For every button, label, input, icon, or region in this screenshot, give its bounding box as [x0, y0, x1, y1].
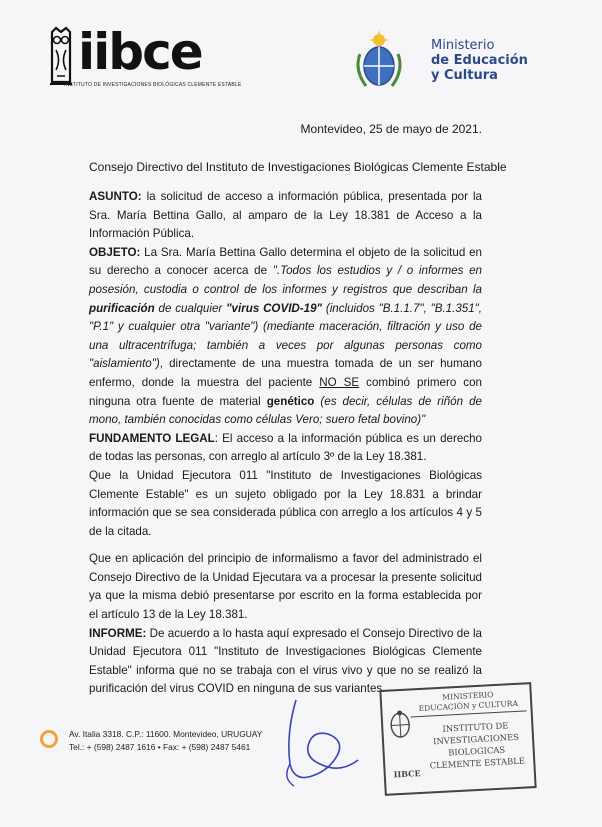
stamp-seal-icon — [386, 708, 414, 739]
ministry-line1: Ministerio — [431, 38, 495, 53]
received-stamp — [379, 682, 536, 796]
ministry-line3: y Cultura — [431, 68, 498, 83]
stamp-inst-line1: INSTITUTO DE — [442, 720, 509, 734]
objeto-label: OBJETO: — [89, 245, 141, 259]
owl-logo-icon — [48, 26, 74, 88]
letter-body — [89, 188, 482, 699]
iibce-logo: iibce — [78, 23, 202, 81]
stamp-header — [410, 688, 527, 717]
stamp-header-line2: EDUCACIÓN y CULTURA — [418, 698, 519, 714]
footer-address-block — [69, 728, 262, 753]
stamp-inst-line2: INVESTIGACIONES — [432, 731, 520, 747]
objeto-quote-1: ".Todos los estudios y / o informes en posesión, custodia o control de los informes y registros que describan la — [89, 264, 482, 296]
footer-phones: Tel.: + (598) 2487 1616 • Fax: + (598) 2487 5461 — [69, 741, 251, 752]
informe-text: De acuerdo a lo hasta aquí expresado el Consejo Directivo de la Unidad Ejecutora 011 "Instituto de Investigaciones Biológicas Clemente Estable" informa que no se trabaja con el virus vivo y que no se realizó la purificación del virus COVID en ninguna de sus variantes. — [89, 626, 482, 696]
objeto-no-se: NO SE — [319, 375, 360, 389]
asunto-paragraph — [89, 188, 482, 244]
objeto-quote-6: (es decir, células de riñón de mono, también conocidas como células Vero; suero fetal bovino)" — [89, 394, 482, 427]
objeto-intro: La Sra. María Bettina Gallo determina el objeto de la solicitud en su derecho a conocer acerca de — [89, 245, 482, 278]
letter-date: Montevideo, 25 de mayo de 2021. — [300, 122, 482, 136]
handwritten-signature — [268, 694, 378, 794]
letter-recipient: Consejo Directivo del Instituto de Investigaciones Biológicas Clemente Estable — [89, 160, 507, 174]
footer-circle-icon — [40, 730, 58, 748]
stamp-header-line1: MINISTERIO — [441, 690, 494, 702]
logo-subtitle: INSTITUTO DE INVESTIGACIONES BIOLÓGICAS CLEMENTE ESTABLE — [64, 82, 242, 88]
stamp-inst-line3: BIOLOGICAS — [447, 744, 506, 758]
footer-address: Av. Italia 3318. C.P.: 11600. Montevideo, URUGUAY — [69, 729, 263, 739]
fundamento-text: : El acceso a la información pública es un derecho de todas las personas, con arreglo al artículo 3º de la Ley 18.381. — [89, 431, 482, 464]
asunto-text: la solicitud de acceso a información pública, presentada por la Sra. María Bettina Gallo, al amparo de la Ley 18.381 de Acceso a la Información Pública. — [89, 190, 482, 241]
objeto-quote-4: , directamente de una muestra tomada de un ser humano enfermo, donde la muestra del paciente — [89, 357, 482, 389]
objeto-purificacion: purificación — [89, 301, 155, 315]
uruguay-coat-of-arms-icon — [352, 30, 406, 92]
fundamento-paragraph — [89, 430, 482, 467]
stamp-inst-line4: CLEMENTE ESTABLE — [429, 755, 526, 771]
asunto-label: ASUNTO: — [89, 190, 142, 203]
fundamento-label: FUNDAMENTO LEGAL — [89, 431, 215, 445]
objeto-paragraph — [89, 244, 482, 430]
objeto-quote-2: de cualquier — [154, 301, 227, 315]
ministry-logo — [431, 38, 528, 83]
objeto-quote-5: combinó primero con ninguna otra fuente de material — [89, 375, 483, 408]
objeto-genetico: genético — [266, 394, 315, 408]
unidad-paragraph: Que la Unidad Ejecutora 011 "Instituto de Investigaciones Biológicas Clemente Estable" es un sujeto obligado por la Ley 18.831 a brindar información que se sea considerada pública con arreglo a los artículos 4 y 5 de la citada. — [89, 468, 482, 538]
principio-paragraph: Que en aplicación del principio de informalismo a favor del administrado el Consejo Directivo de la Unidad Ejecutara va a procesar la presente solicitud ya que la misma debió presentarse por escrito en la forma establecida por el artículo 13 de la Ley 18.381. — [89, 552, 482, 622]
objeto-quote-3: (incluidos "B.1.1.7", "B.1.351", "P.1" y cualquier otra "variante") (mediante maceración, filtración y uso de una ultracentrífuga; también a veces por algunas personas como "aislamiento") — [89, 301, 483, 371]
stamp-logo: IIBCE — [393, 768, 421, 780]
informe-label: INFORME: — [89, 626, 147, 640]
ministry-line2: de Educación — [431, 53, 528, 68]
stamp-institute — [425, 718, 527, 771]
objeto-virus: "virus COVID-19" — [226, 301, 323, 315]
